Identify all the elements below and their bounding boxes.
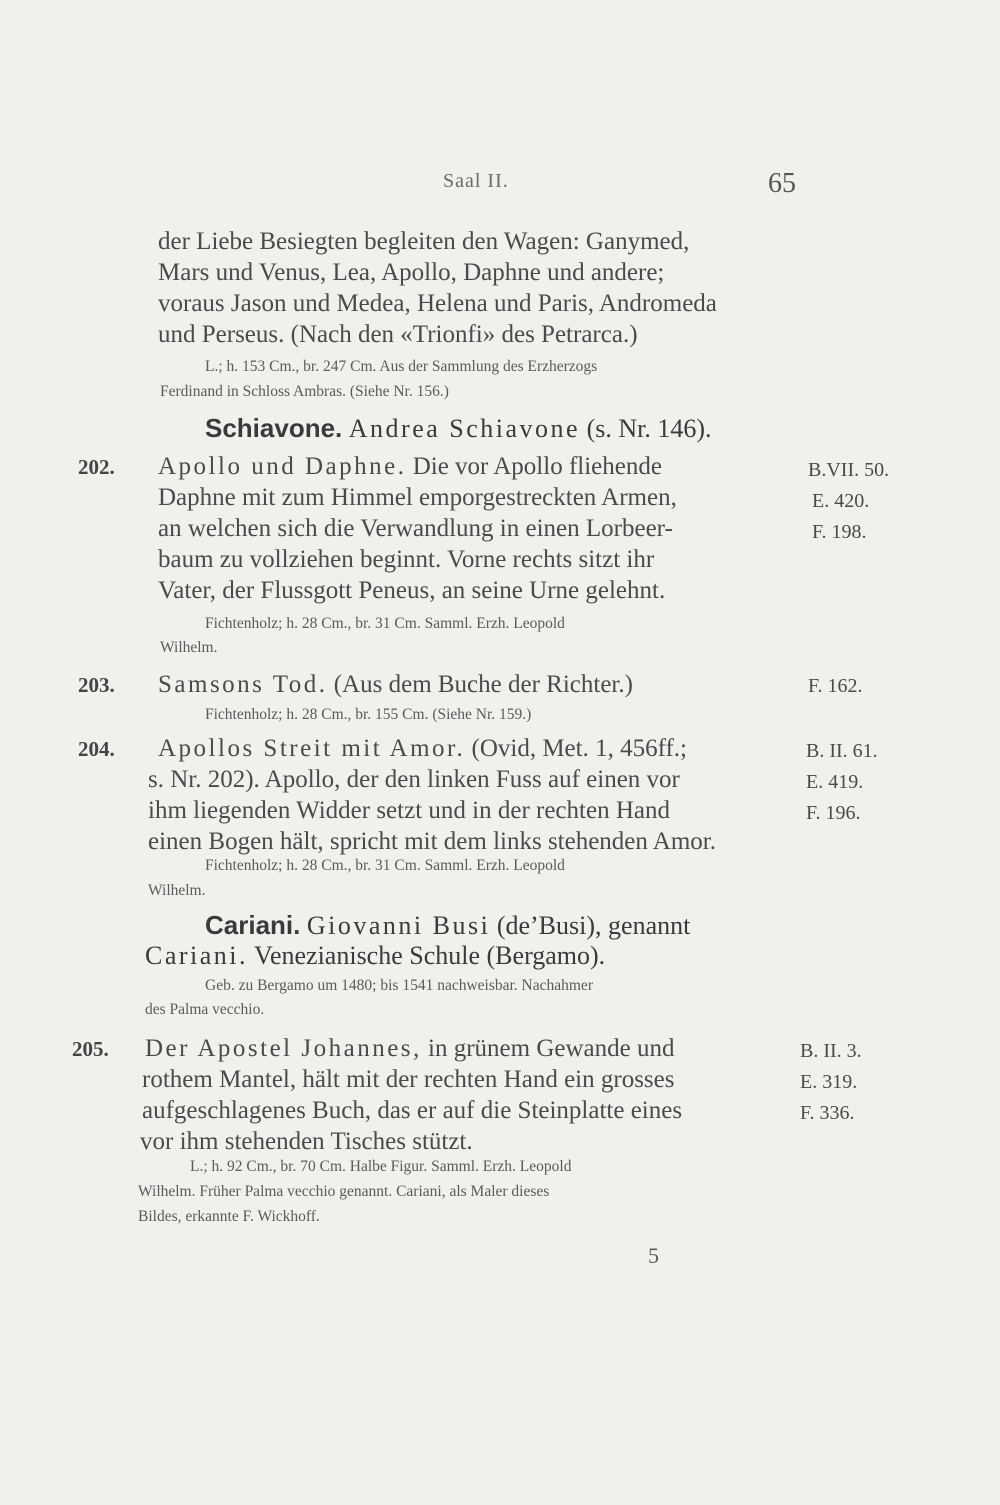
entry-first-line xyxy=(158,669,633,700)
text-line: der Liebe Besiegten begleiten den Wagen: Ganymed, xyxy=(158,228,690,255)
note-line: Fichtenholz; h. 28 Cm., br. 31 Cm. Samml. Erzh. Leopold xyxy=(205,857,565,874)
note-line: Bildes, erkannte F. Wickhoff. xyxy=(138,1208,320,1225)
entry-first-line xyxy=(145,1033,675,1064)
text-line: vor ihm stehenden Tisches stützt. xyxy=(140,1128,473,1155)
note-line: Fichtenholz; h. 28 Cm., br. 155 Cm. (Siehe Nr. 159.) xyxy=(205,706,532,723)
text-line: rothem Mantel, hält mit der rechten Hand ein grosses xyxy=(142,1066,675,1093)
reference-code: F. 198. xyxy=(812,521,867,543)
reference-code: F. 162. xyxy=(808,675,863,697)
reference-code: E. 419. xyxy=(806,771,864,793)
artist-name: Schiavone. xyxy=(205,413,343,443)
text-line: Vater, der Flussgott Peneus, an seine Urne gelehnt. xyxy=(158,577,666,604)
running-header: Saal II. xyxy=(443,170,509,192)
text-line: aufgeschlagenes Buch, das er auf die Steinplatte eines xyxy=(142,1097,683,1124)
reference-code: E. 319. xyxy=(800,1071,858,1093)
artist-ref: (s. Nr. 146). xyxy=(580,414,712,443)
entry-text: (Aus dem Buche der Richter.) xyxy=(327,671,633,698)
text-line: baum zu vollziehen beginnt. Vorne rechts sitzt ihr xyxy=(158,546,655,573)
entry-number: 205. xyxy=(72,1037,109,1061)
text-line: voraus Jason und Medea, Helena und Paris, Andromeda xyxy=(158,290,717,317)
entry-first-line xyxy=(158,451,662,482)
reference-code: F. 196. xyxy=(806,802,861,824)
note-line: des Palma vecchio. xyxy=(145,1001,265,1018)
note-line: Wilhelm. xyxy=(148,882,206,899)
text-line: ihm liegenden Widder setzt und in der rechten Hand xyxy=(148,797,670,824)
note-line: Fichtenholz; h. 28 Cm., br. 31 Cm. Samml. Erzh. Leopold xyxy=(205,615,565,632)
entry-text: in grünem Gewande und xyxy=(421,1035,675,1062)
artist-full-name: Andrea Schiavone xyxy=(348,414,581,443)
artist-name: Cariani. xyxy=(205,910,301,940)
entry-title: Apollos Streit mit Amor. xyxy=(158,735,466,762)
text-line: einen Bogen hält, spricht mit dem links stehenden Amor. xyxy=(148,828,716,855)
artist-heading xyxy=(205,910,690,941)
reference-code: B. II. 3. xyxy=(800,1040,862,1062)
artist-ref: (de’Busi), genannt xyxy=(490,911,691,940)
artist-alias: Cariani. xyxy=(145,941,249,970)
text-line: und Perseus. (Nach den «Trionfi» des Petrarca.) xyxy=(158,321,638,348)
signature-mark: 5 xyxy=(648,1243,659,1268)
page-number: 65 xyxy=(768,168,796,199)
artist-full-name: Giovanni Busi xyxy=(306,911,491,940)
note-line: Wilhelm. xyxy=(160,639,218,656)
entry-title: Der Apostel Johannes, xyxy=(145,1035,422,1062)
reference-code: B. II. 61. xyxy=(806,740,878,762)
note-line: Wilhelm. Früher Palma vecchio genannt. Cariani, als Maler dieses xyxy=(138,1183,550,1200)
note-line: Geb. zu Bergamo um 1480; bis 1541 nachweisbar. Nachahmer xyxy=(205,977,593,994)
entry-first-line xyxy=(158,733,687,764)
entry-number: 203. xyxy=(78,673,115,697)
entry-text: (Ovid, Met. 1, 456ff.; xyxy=(465,735,687,762)
text-line: s. Nr. 202). Apollo, der den linken Fuss auf einen vor xyxy=(148,766,680,793)
artist-heading xyxy=(205,413,712,444)
entry-number: 204. xyxy=(78,737,115,761)
entry-text: Die vor Apollo fliehende xyxy=(406,453,662,480)
reference-code: B.VII. 50. xyxy=(808,459,890,481)
text-line: an welchen sich die Verwandlung in einen Lorbeer- xyxy=(158,515,673,542)
reference-code: E. 420. xyxy=(812,490,870,512)
reference-code: F. 336. xyxy=(800,1102,855,1124)
artist-subheading xyxy=(145,941,605,971)
note-line: L.; h. 153 Cm., br. 247 Cm. Aus der Sammlung des Erzherzogs xyxy=(205,358,598,375)
note-line: L.; h. 92 Cm., br. 70 Cm. Halbe Figur. Samml. Erzh. Leopold xyxy=(190,1158,572,1175)
entry-title: Apollo und Daphne. xyxy=(158,453,407,480)
artist-school: Venezianische Schule (Bergamo). xyxy=(248,941,606,970)
note-line: Ferdinand in Schloss Ambras. (Siehe Nr. 156.) xyxy=(160,383,449,400)
entry-title: Samsons Tod. xyxy=(158,671,328,698)
text-line: Mars und Venus, Lea, Apollo, Daphne und andere; xyxy=(158,259,665,286)
text-line: Daphne mit zum Himmel emporgestreckten Armen, xyxy=(158,484,677,511)
entry-number: 202. xyxy=(78,455,115,479)
